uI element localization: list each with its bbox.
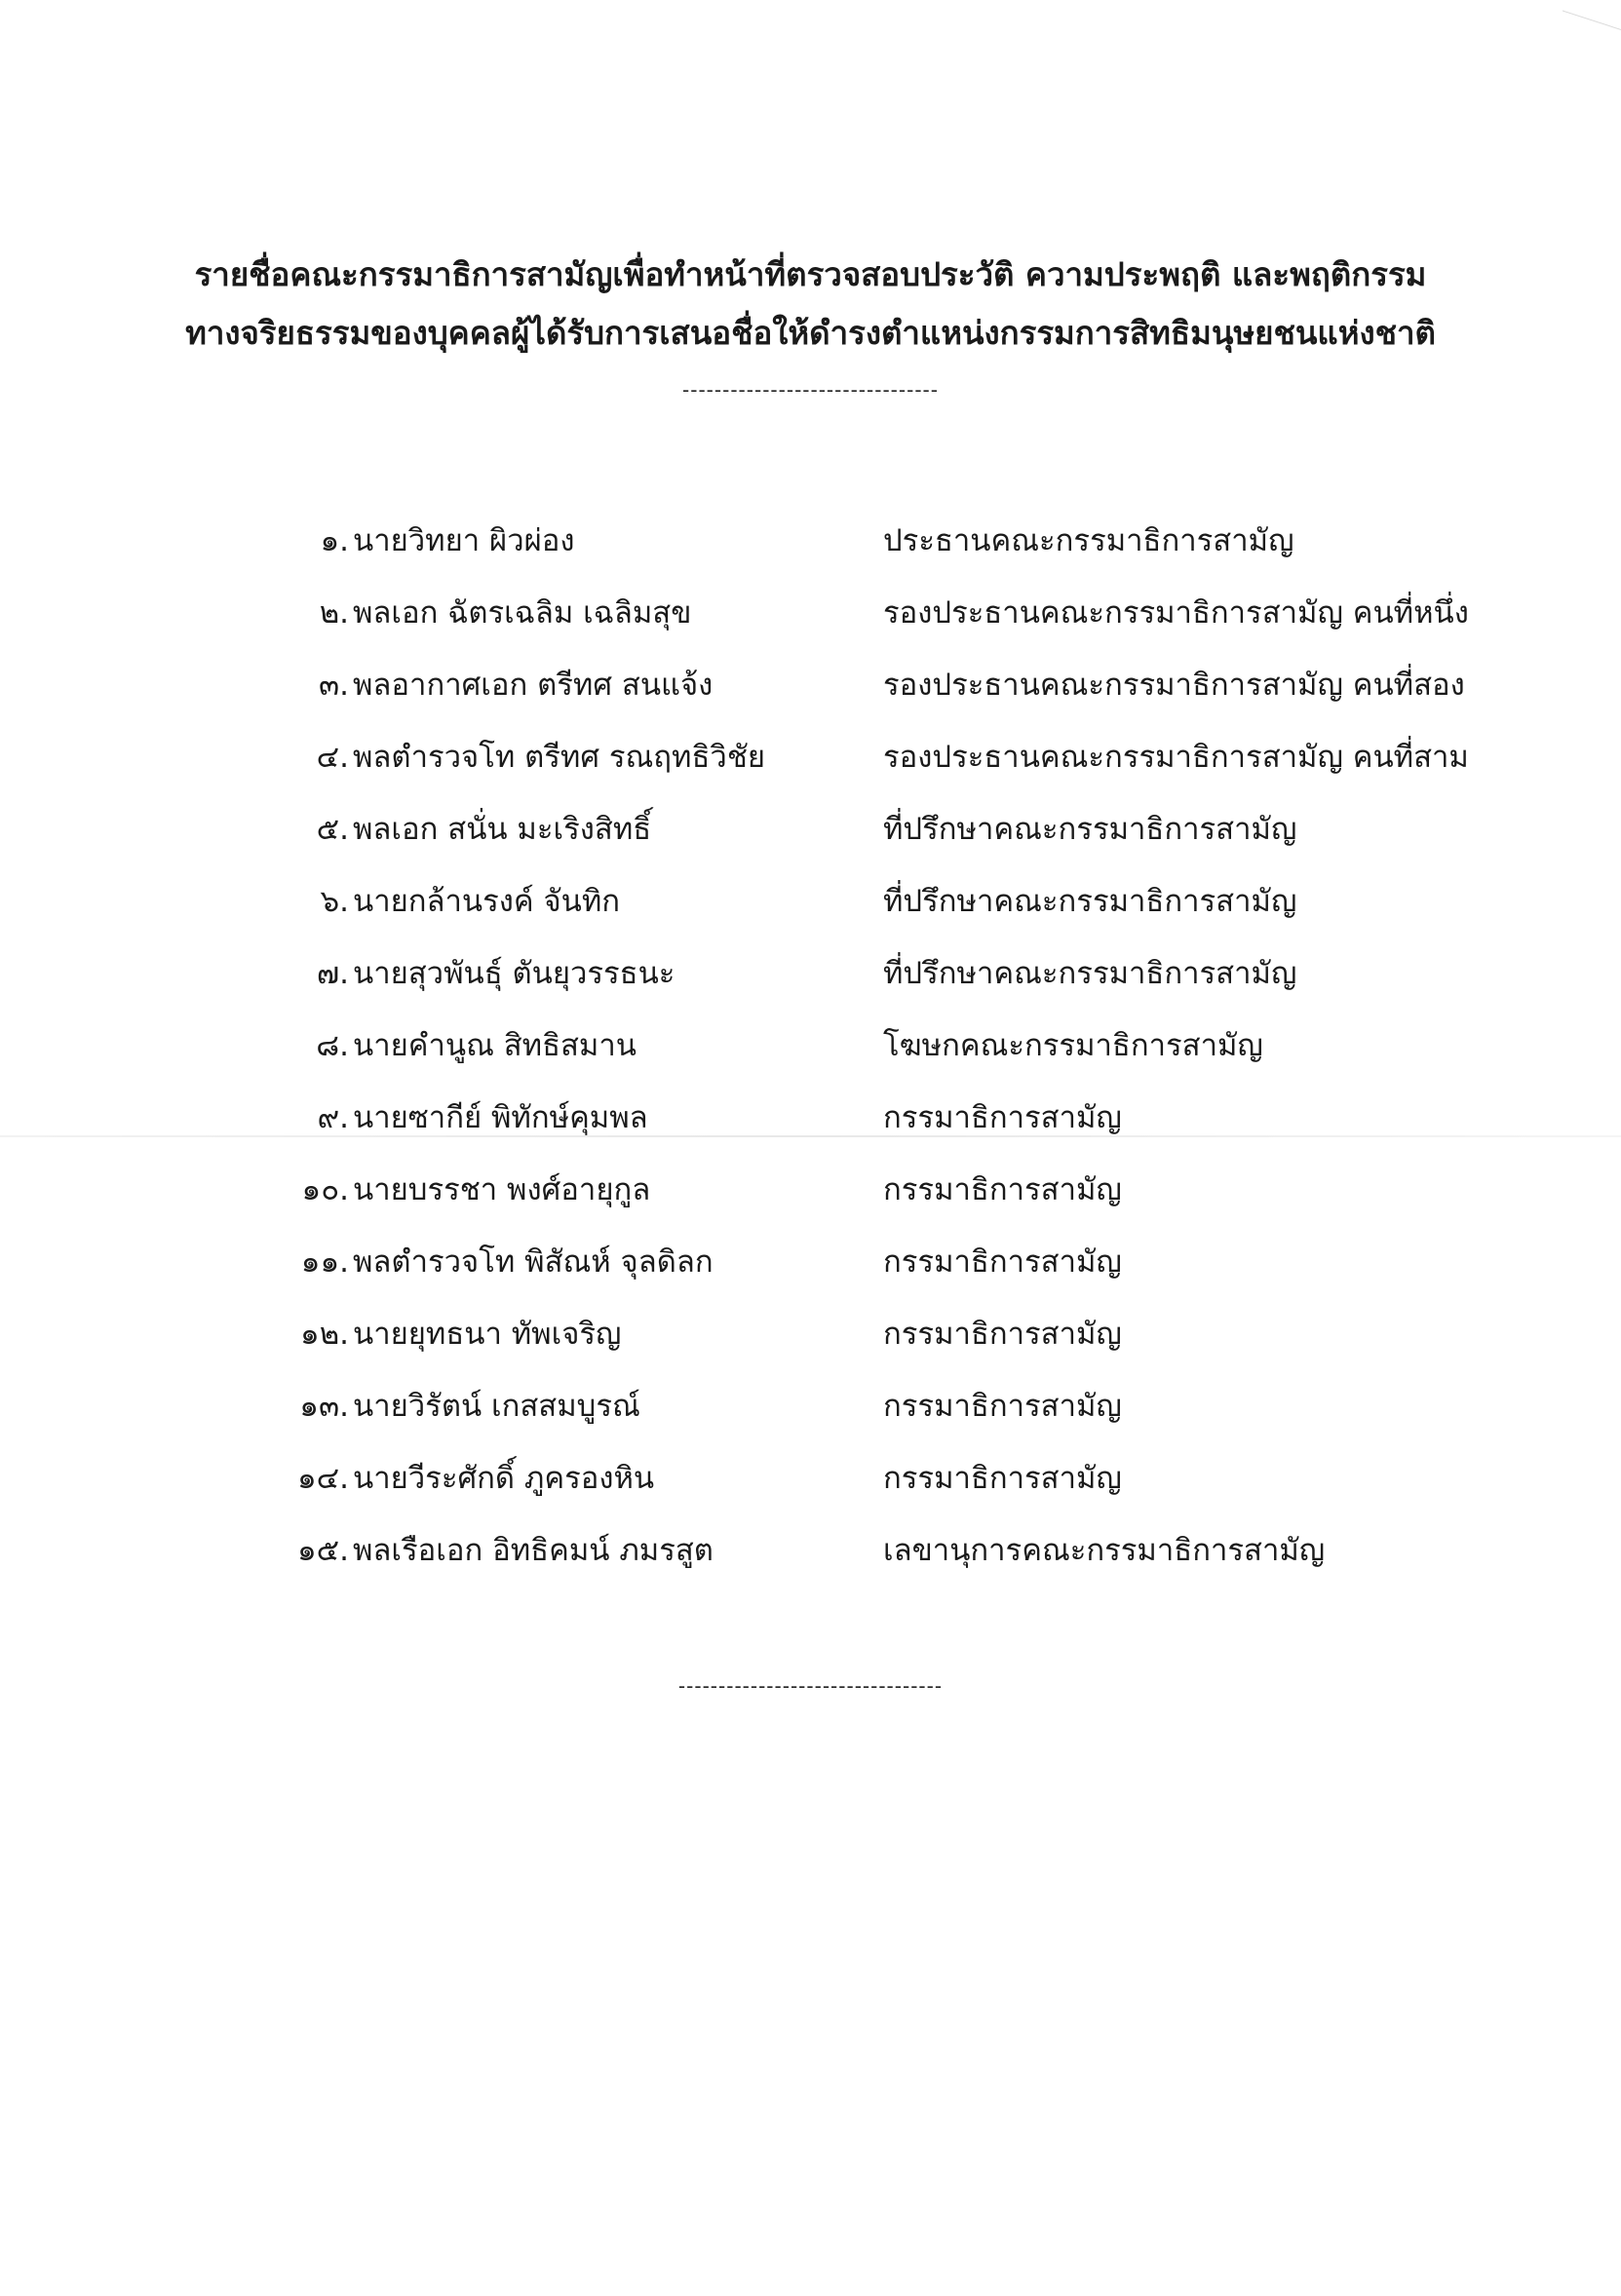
title-line-2: ทางจริยธรรมของบุคคลผู้ได้รับการเสนอชื่อให้ดำรงตำแหน่งกรรมการสิทธิมนุษยชนแห่งชาติ (185, 314, 1436, 352)
member-number: ๑๓. (299, 1389, 349, 1424)
member-name: นายวิรัตน์ เกสสมบูรณ์ (353, 1389, 640, 1424)
member-number: ๑๔. (297, 1461, 349, 1496)
member-name: นายบรรชา พงศ์อายุกูล (353, 1172, 651, 1207)
member-row (0, 1161, 1621, 1233)
member-number: ๒. (319, 595, 349, 631)
member-number: ๕. (316, 812, 349, 847)
member-row (0, 656, 1621, 728)
member-role: ที่ปรึกษาคณะกรรมาธิการสามัญ (883, 812, 1297, 847)
document-title (0, 246, 1621, 363)
member-role: กรรมาธิการสามัญ (883, 1389, 1122, 1424)
member-role: รองประธานคณะกรรมาธิการสามัญ คนที่สอง (883, 668, 1465, 703)
member-row (0, 1233, 1621, 1305)
member-role: โฆษกคณะกรรมาธิการสามัญ (883, 1028, 1263, 1063)
member-row (0, 728, 1621, 800)
member-row (0, 1016, 1621, 1089)
member-number: ๔. (316, 740, 349, 775)
member-row (0, 1377, 1621, 1449)
member-number: ๖. (320, 884, 349, 919)
member-name: พลตำรวจโท ตรีทศ รณฤทธิวิชัย (353, 740, 766, 775)
member-number: ๓. (318, 668, 349, 703)
scan-fold-line (0, 1135, 1621, 1137)
member-number: ๑๐. (301, 1172, 349, 1207)
member-number: ๙. (317, 1100, 349, 1135)
member-row (0, 800, 1621, 872)
member-number: ๑๑. (300, 1244, 349, 1280)
member-role: ที่ปรึกษาคณะกรรมาธิการสามัญ (883, 956, 1297, 991)
member-role: กรรมาธิการสามัญ (883, 1172, 1122, 1207)
separator-top: -------------------------------- (682, 378, 939, 402)
member-number: ๗. (316, 956, 349, 991)
separator-bottom: --------------------------------- (677, 1674, 944, 1698)
member-number: ๑๕. (297, 1533, 349, 1568)
scan-corner-mark (1563, 0, 1621, 30)
member-name: นายคำนูณ สิทธิสมาน (353, 1028, 637, 1063)
member-role: กรรมาธิการสามัญ (883, 1461, 1122, 1496)
title-line-1: รายชื่อคณะกรรมาธิการสามัญเพื่อทำหน้าที่ตรวจสอบประวัติ ความประพฤติ และพฤติกรรม (194, 255, 1427, 293)
member-name: พลเอก ฉัตรเฉลิม เฉลิมสุข (353, 595, 692, 631)
member-name: นายสุวพันธุ์ ตันยุวรรธนะ (353, 956, 675, 991)
member-role: กรรมาธิการสามัญ (883, 1317, 1122, 1352)
member-name: นายกล้านรงค์ จันทิก (353, 884, 621, 919)
member-number: ๘. (316, 1028, 349, 1063)
member-role: ประธานคณะกรรมาธิการสามัญ (883, 523, 1294, 558)
member-list (0, 512, 1621, 1593)
member-name: พลอากาศเอก ตรีทศ สนแจ้ง (353, 668, 714, 703)
member-name: พลเอก สนั่น มะเริงสิทธิ์ (353, 812, 652, 847)
member-role: กรรมาธิการสามัญ (883, 1100, 1122, 1135)
member-name: พลตำรวจโท พิสัณห์ จุลดิลก (353, 1244, 714, 1280)
member-row (0, 1521, 1621, 1593)
member-row (0, 944, 1621, 1016)
member-number: ๑. (320, 523, 349, 558)
member-role: กรรมาธิการสามัญ (883, 1244, 1122, 1280)
member-row (0, 1305, 1621, 1377)
member-row (0, 872, 1621, 944)
member-name: นายวีระศักดิ์ ภูครองหิน (353, 1461, 655, 1496)
member-row (0, 1089, 1621, 1161)
member-name: นายซากีย์ พิทักษ์คุมพล (353, 1100, 648, 1135)
member-row (0, 1449, 1621, 1521)
member-role: เลขานุการคณะกรรมาธิการสามัญ (883, 1533, 1326, 1568)
member-row (0, 584, 1621, 656)
member-name: นายวิทยา ผิวผ่อง (353, 523, 575, 558)
member-name: นายยุทธนา ทัพเจริญ (353, 1317, 622, 1352)
member-row (0, 512, 1621, 584)
member-role: รองประธานคณะกรรมาธิการสามัญ คนที่หนึ่ง (883, 595, 1469, 631)
member-role: รองประธานคณะกรรมาธิการสามัญ คนที่สาม (883, 740, 1469, 775)
member-name: พลเรือเอก อิทธิคมน์ ภมรสูต (353, 1533, 714, 1568)
member-role: ที่ปรึกษาคณะกรรมาธิการสามัญ (883, 884, 1297, 919)
member-number: ๑๒. (300, 1317, 349, 1352)
